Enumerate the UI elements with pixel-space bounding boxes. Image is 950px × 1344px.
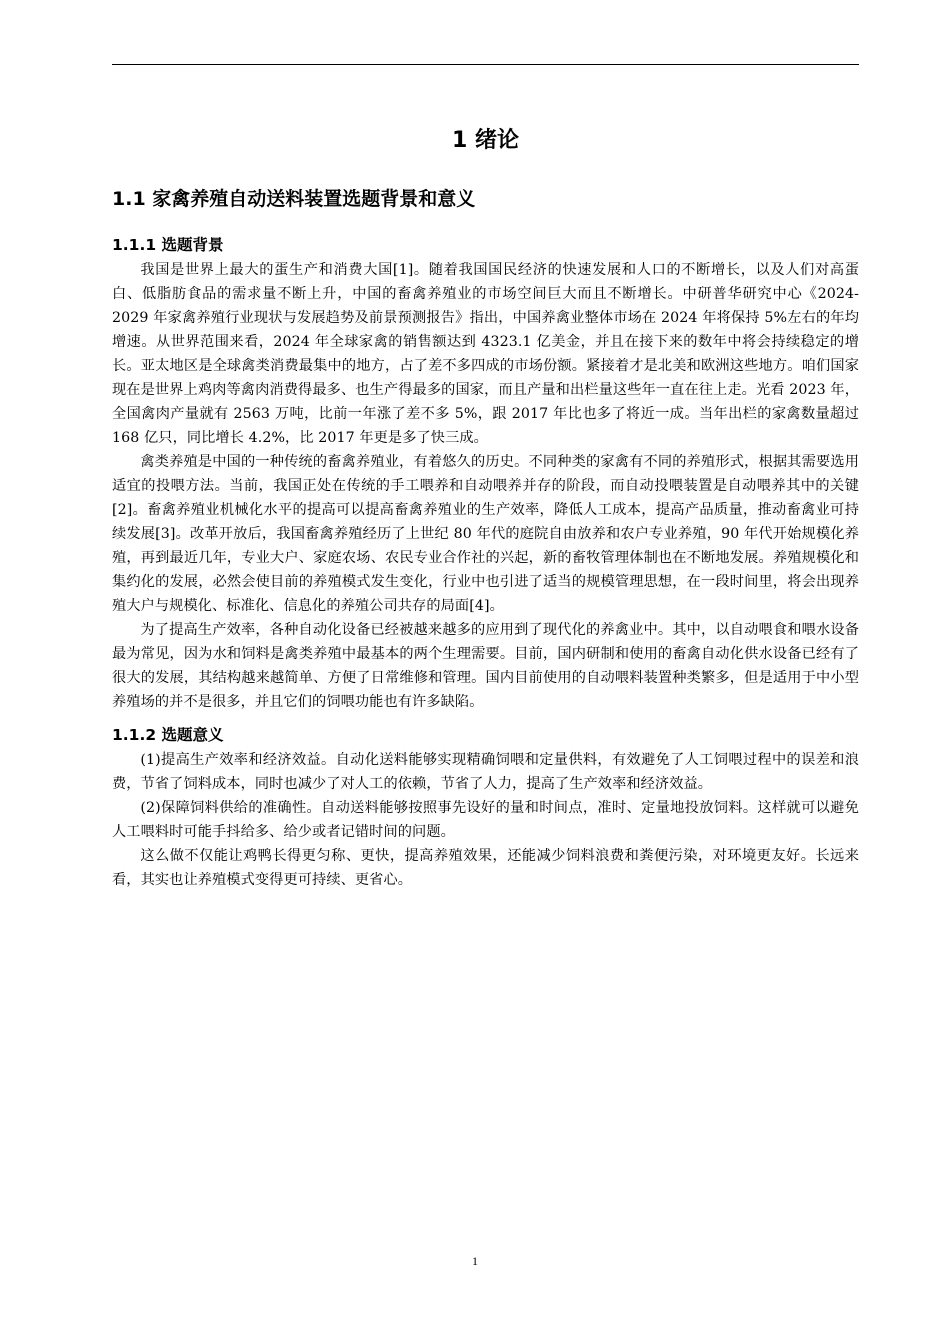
page-number: 1 bbox=[472, 1254, 478, 1268]
paragraph-significance-2: (2)保障饲料供给的准确性。自动送料能够按照事先设好的量和时间点，准时、定量地投放饲料。这样就可以避免人工喂料时可能手抖给多、给少或者记错时间的问题。 bbox=[112, 800, 859, 840]
paragraph-background-2: 禽类养殖是中国的一种传统的畜禽养殖业，有着悠久的历史。不同种类的家禽有不同的养殖形式，根据其需要选用适宜的投喂方法。当前，我国正处在传统的手工喂养和自动喂养并存的阶段，而自动投喂装置是自动喂养其中的关键[2]。畜禽养殖业机械化水平的提高可以提高畜禽养殖业的生产效率，降低人工成本，提高产品质量，推动畜禽业可持续发展[3]。改革开放后，我国畜禽养殖经历了上世纪 80 年代的庭院自由放养和农户专业养殖，90 年代开始规模化养殖，再到最近几年，专业大户、家庭农场、农民专业合作社的兴起，新的畜牧管理体制也在不断地发展。养殖规模化和集约化的发展，必然会使目前的养殖模式发生变化，行业中也引进了适当的规模管理思想，在一段时间里，将会出现养殖大户与规模化、标准化、信息化的养殖公司共存的局面[4]。 bbox=[112, 454, 859, 614]
paragraph-background-3: 为了提高生产效率，各种自动化设备已经被越来越多的应用到了现代化的养禽业中。其中，以自动喂食和喂水设备最为常见，因为水和饲料是禽类养殖中最基本的两个生理需要。目前，国内研制和使用的畜禽自动化供水设备已经有了很大的发展，其结构越来越简单、方便了日常维修和管理。国内目前使用的自动喂料装置种类繁多，但是适用于中小型养殖场的并不是很多，并且它们的饲喂功能也有许多缺陷。 bbox=[112, 622, 859, 710]
section-title: 1.1 家禽养殖自动送料装置选题背景和意义 bbox=[112, 188, 476, 210]
chapter-title: 1 绪论 bbox=[452, 128, 519, 153]
page-content bbox=[112, 126, 859, 892]
paragraph-significance-3: 这么做不仅能让鸡鸭长得更匀称、更快，提高养殖效果，还能减少饲料浪费和粪便污染，对环境更友好。长远来看，其实也让养殖模式变得更可持续、更省心。 bbox=[112, 848, 859, 888]
header-rule bbox=[112, 64, 859, 65]
paragraph-significance-1: (1)提高生产效率和经济效益。自动化送料能够实现精确饲喂和定量供料，有效避免了人工饲喂过程中的误差和浪费，节省了饲料成本，同时也减少了对人工的依赖，节省了人力，提高了生产效率和经济效益。 bbox=[112, 752, 859, 792]
subsection-title-background: 1.1.1 选题背景 bbox=[112, 236, 224, 254]
subsection-title-significance: 1.1.2 选题意义 bbox=[112, 726, 224, 744]
paragraph-background-1: 我国是世界上最大的蛋生产和消费大国[1]。随着我国国民经济的快速发展和人口的不断增长，以及人们对高蛋白、低脂肪食品的需求量不断上升，中国的畜禽养殖业的市场空间巨大而且不断增长。中研普华研究中心《2024-2029 年家禽养殖行业现状与发展趋势及前景预测报告》指出，中国养禽业整体市场在 2024 年将保持 5%左右的年均增速。从世界范围来看，2024 年全球家禽的销售额达到 4323.1 亿美金，并且在接下来的数年中将会持续稳定的增长。亚太地区是全球禽类消费最集中的地方，占了差不多四成的市场份额。紧接着才是北美和欧洲这些地方。咱们国家现在是世界上鸡肉等禽肉消费得最多、也生产得最多的国家，而且产量和出栏量这些年一直在往上走。光看 2023 年，全国禽肉产量就有 2563 万吨，比前一年涨了差不多 5%，跟 2017 年比也多了将近一成。当年出栏的家禽数量超过 168 亿只，同比增长 4.2%，比 2017 年更是多了快三成。 bbox=[112, 262, 859, 446]
